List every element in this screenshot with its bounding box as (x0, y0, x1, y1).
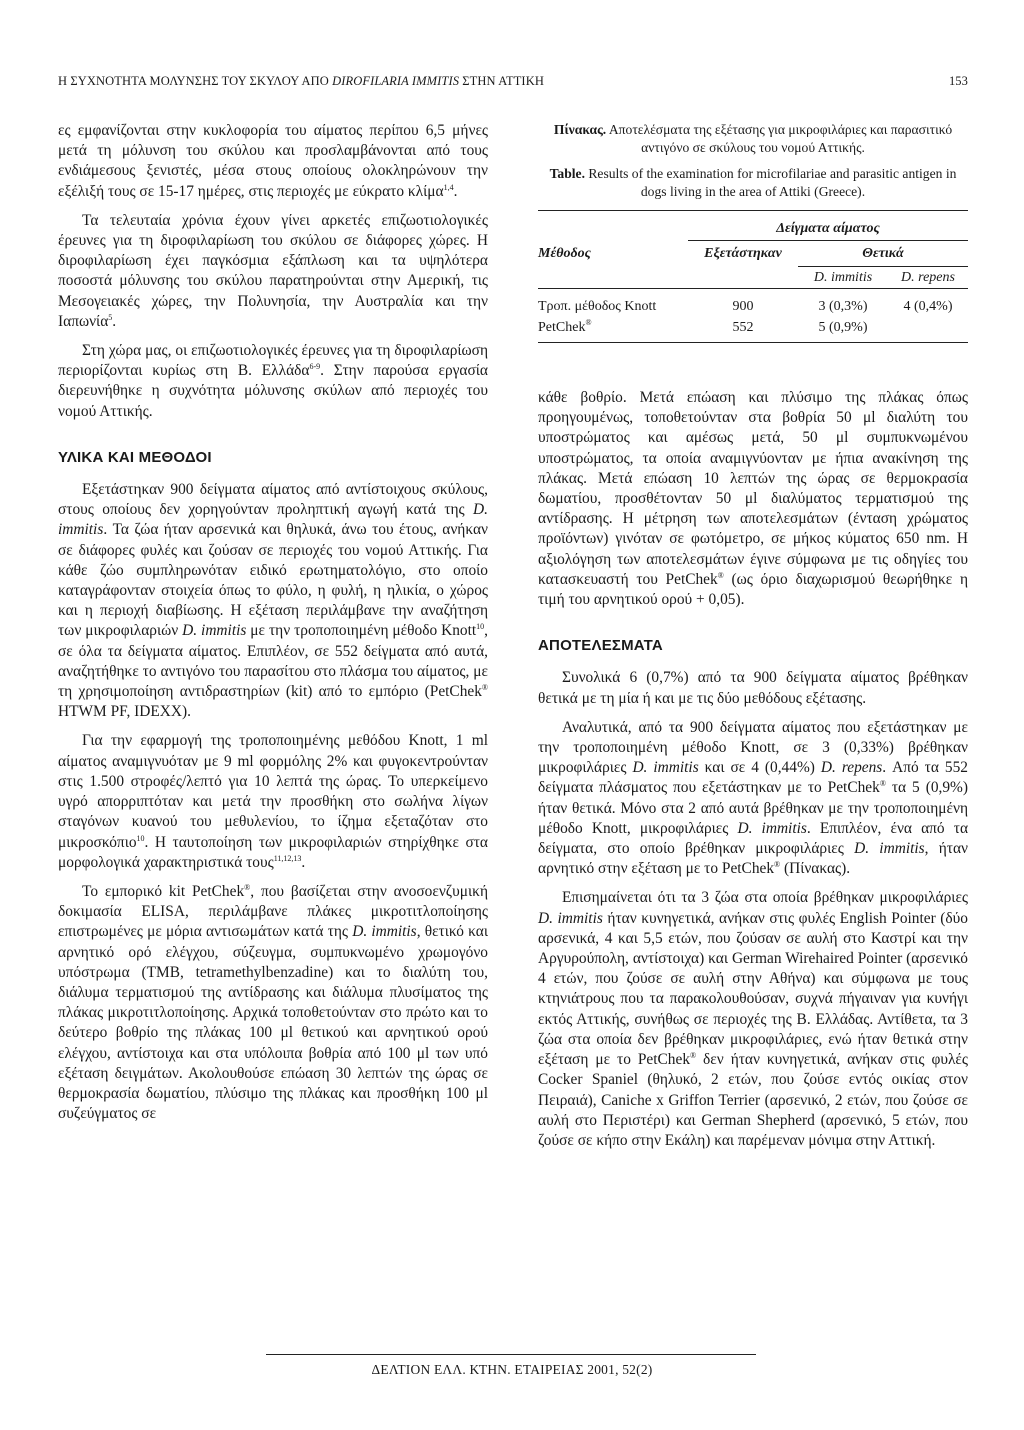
right-column (538, 388, 968, 1151)
column-header-positive: Θετικά (798, 241, 968, 267)
paragraph: Για την εφαρμογή της τροποποιημένης μεθόδου Knott, 1 ml αίματος αναμιγνυόταν με 9 ml φορμόλης 2% και φυγοκεντρούνταν στις 1.500 στροφές/λεπτό για 10 λεπτά της ώρας. Το υπερκείμενο υγρό απορριπτόταν και μετά την προσθήκη στο σωλήνα λίγων σταγόνων κυανού του μεθυλενίου, το ίζημα εξεταζόταν στο μικροσκόπιο$^{10}$. Η ταυτοποίηση των μικροφιλαριών στηρίχθηκε στα μορφολογικά χαρακτηριστικά τους$^{11,12,13}$. (58, 732, 488, 871)
section-heading-materials: ΥΛΙΚΑ ΚΑΙ ΜΕΘΟΔΟΙ (58, 448, 212, 466)
table-row (538, 315, 968, 343)
paragraph: κάθε βοθρίο. Μετά επώαση και πλύσιμο της πλάκας όπως προηγουμένως, τοποθετούνταν στα βοθρία 50 μl διαλύτη του υποστρώματος και αμέσως μετά, 50 μl συμπυκνωμένου υποστρώματος, τα οποία αναμιγνύονταν με ήπια ανακίνηση της πλάκας. Μετά επώαση 10 λεπτών της ώρας σε θερμοκρασία δωματίου, προσθέτονταν 50 μl διαλύματος τερματισμού της αντίδρασης. Η μέτρηση των αποτελεσμάτων (ένταση χρώματος προϊόντων) γινόταν σε φωτόμετρο, σε μήκος κύματος 650 nm. Η αξιολόγηση των αποτελεσμάτων έγινε σύμφωνα με τις οδηγίες του κατασκευαστή του PetChek® (ως όριο διαχωρισμού θεωρήθηκε η τιμή του αρνητικού ορού + 0,05). (538, 389, 968, 609)
cell-method: Τροπ. μέθοδος Knott (538, 298, 657, 314)
cell-immitis: 5 (0,9%) (798, 315, 888, 343)
page-number: 153 (948, 74, 968, 88)
running-title: Η ΣΥΧΝΟΤΗΤΑ ΜΟΛΥΝΣΗΣ ΤΟΥ ΣΚΥΛΟΥ ΑΠΟ DIROFILARIA IMMITIS ΣΤΗΝ ΑΤΤΙΚΗ (58, 74, 544, 88)
column-header-examined: Εξετάστηκαν (704, 245, 782, 261)
cell-repens (888, 315, 968, 343)
results-table (538, 210, 968, 343)
paragraph: ες εμφανίζονται στην κυκλοφορία του αίματος περίπου 6,5 μήνες μετά τη μόλυνση του σκύλου και προσλαμβάνονται από τους ενδιάμεσους ξενιστές, μέσα στους οποίους ολοκληρώνουν την εξέλιξή τους σε 15-17 ημέρες, στις περιοχές με εύκρατο κλίμα$^{1,4}$. (58, 122, 488, 200)
paragraph: Συνολικά 6 (0,7%) από τα 900 δείγματα αίματος βρέθηκαν θετικά με τη μία ή και με τις δύο μεθόδους εξέτασης. (538, 669, 968, 707)
left-column (58, 121, 488, 1124)
results-table-block (538, 121, 968, 343)
paragraph: Το εμπορικό kit PetChek®, που βασίζεται στην ανοσοενζυμική δοκιμασία ELISA, περιλάμβανε πλάκες μικροτιτλοποίησης επιστρωμένες με μόρια αντισωμάτων κατά της D. immitis, θετικό και αρνητικό ορό ελέγχου, σύζευγμα, συμπυκνωμένο χρωμογόνο υπόστρωμα (TMB, tetramethylbenzadine) και το διαλύτη του, διάλυμα τερματισμού της αντίδρασης και διάλυμα πλυσίματος της πλάκας μικροτιτλοποίησης. Αρχικά τοποθετούνταν στο πρώτο και το δεύτερο βοθρίο της πλάκας 100 μl θετικού και αρνητικού ορού ελέγχου, αντίστοιχα και στα υπόλοιπα βοθρία από 100 μl των υπό εξέταση δειγμάτων. Ακολουθούσε επώαση 30 λεπτών της ώρας σε θερμοκρασία δωματίου, πλύσιμο της πλάκας και προσθήκη 100 μl συζεύγματος σε (58, 882, 489, 1123)
table-caption-greek: Πίνακας. Αποτελέσματα της εξέτασης για μικροφιλάριες και παρασιτικό αντιγόνο σε σκύλους του νομού Αττικής. (553, 122, 953, 155)
table-row (538, 289, 968, 315)
subheader-immitis: D. immitis (798, 267, 888, 289)
cell-examined: 900 (732, 298, 754, 314)
paragraph: Στη χώρα μας, οι επιζωοτιολογικές έρευνες για τη διροφιλαρίωση περιορίζονται κυρίως στη Β. Ελλάδα$^{6-9}$. Στην παρούσα εργασία διερευνήθηκε η συχνότητα μόλυνσης σκύλων από περιοχές του νομού Αττικής. (58, 342, 488, 420)
running-head (58, 74, 968, 89)
footer-rule (266, 1354, 756, 1355)
cell-immitis: 3 (0,3%) (818, 298, 868, 314)
group-header: Δείγματα αίματος (688, 211, 968, 241)
paragraph: Επισημαίνεται ότι τα 3 ζώα στα οποία βρέθηκαν μικροφιλάριες D. immitis ήταν κυνηγετικά, ανήκαν στις φυλές English Pointer (δύο αρσενικά, 4 και 5,5 ετών, που ζούσαν σε αυλή στο Καστρί και την Αργυρούπολη, αντίστοιχα) και German Wirehaired Pointer (αρσενικό 4 ετών, που ζούσε σε αυλή στην Αθήνα) και σύμφωνα με τους κτηνιάτρους που τα παρακολουθούσαν, συχνά πήγαιναν για κυνήγι εκτός Αττικής, συνήθως σε περιοχές της Β. Ελλάδας. Αντίθετα, τα 3 ζώα στα οποία δεν βρέθηκαν μικροφιλάριες, ενώ ήταν θετικά στην εξέταση με το PetChek® δεν ήταν κυνηγετικά, ανήκαν στις φυλές Cocker Spaniel (θηλυκό, 2 ετών, που ζούσε εντός οικίας στον Πειραιά), Caniche x Griffon Terrier (αρσενικό, 2 ετών, που ζούσε σε αυλή στο Περιστέρι) και German Shepherd (αρσενικό, 5 ετών, που ζούσε σε κήπο στην Εκάλη) και παρέμεναν μόνιμα στην Αττική. (538, 889, 968, 1149)
paragraph: Εξετάστηκαν 900 δείγματα αίματος από αντίστοιχους σκύλους, στους οποίους δεν χορηγούνταν προληπτική αγωγή κατά της D. immitis. Τα ζώα ήταν αρσενικά και θηλυκά, άνω του έτους, ανήκαν σε διάφορες φυλές και ζούσαν σε περιοχές του νομού Αττικής. Για κάθε ζώο συμπληρωνόταν ειδικό ερωτηματολόγιο, στο οποίο καταγράφονταν στοιχεία όπως το φύλο, η φυλή, η ηλικία, ο χώρος και η περιοχή διαβίωσης. Η εξέταση περιλάμβανε την αναζήτηση των μικροφιλαριών D. immitis με την τροποποιημένη μέθοδο Knott$^{10}$, σε όλα τα δείγματα αίματος. Επιπλέον, σε 552 δείγματα από αυτά, αναζητήθηκε το αντιγόνο του παρασίτου στο πλάσμα του αίματος, με τη χρησιμοποίηση αντιδραστηρίων (kit) από το εμπόριο (PetChek® HTWM PF, IDEXX). (58, 481, 489, 721)
cell-examined: 552 (688, 315, 798, 343)
cell-method: PetChek® (538, 315, 688, 343)
journal-footer: ΔΕΛΤΙΟΝ ΕΛΛ. ΚΤΗΝ. ΕΤΑΙΡΕΙΑΣ 2001, 52(2) (371, 1362, 653, 1377)
table-caption-english: Table. Results of the examination for microfilariae and parasitic antigen in dogs living in the area of Attiki (Greece). (549, 166, 957, 199)
section-heading-results: ΑΠΟΤΕΛΕΣΜΑΤΑ (538, 637, 663, 655)
subheader-repens: D. repens (888, 267, 968, 289)
paragraph: Αναλυτικά, από τα 900 δείγματα αίματος που εξετάστηκαν με την τροποποιημένη μέθοδο Knott, σε 3 (0,33%) βρέθηκαν μικροφιλάριες D. immitis και σε 4 (0,44%) D. repens. Από τα 552 δείγματα πλάσματος που εξετάστηκαν με το PetChek® τα 5 (0,9%) ήταν θετικά. Μόνο στα 2 από αυτά βρέθηκαν με την τροποποιημένη μέθοδο Knott, μικροφιλάριες D. immitis. Επιπλέον, ένα από τα δείγματα, στο οποίο βρέθηκαν μικροφιλάριες D. immitis, ήταν αρνητικό στην εξέταση με το PetChek® (Πίνακας). (538, 718, 969, 878)
cell-repens: 4 (0,4%) (903, 298, 953, 314)
paragraph: Τα τελευταία χρόνια έχουν γίνει αρκετές επιζωοτιολογικές έρευνες για τη διροφιλαρίωση του σκύλου σε διάφορες χώρες. Η διροφιλαρίωση έχει παγκόσμια εξάπλωση και τα υψηλότερα ποσοστά μόλυνσης του σκύλου παρατηρούνται στην Αμερική, τις Μεσογειακές χώρες, την Πολυνησία, την Αυστραλία και την Ιαπωνία$^5$. (58, 211, 488, 330)
column-header-method: Μέθοδος (538, 245, 591, 261)
